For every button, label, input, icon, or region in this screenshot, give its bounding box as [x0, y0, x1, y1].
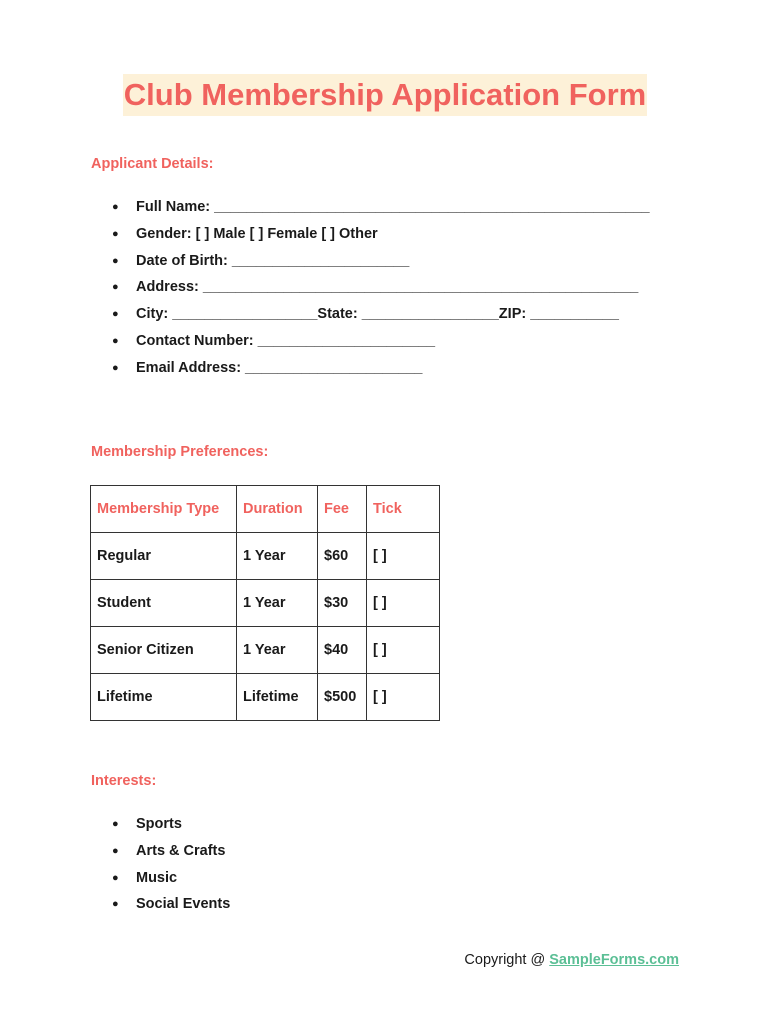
address-field[interactable]: ● Address: ______________________________________________________	[136, 274, 650, 301]
duration-cell: 1 Year	[237, 533, 318, 580]
column-header-tick: Tick	[367, 486, 440, 533]
column-header-fee: Fee	[318, 486, 367, 533]
duration-cell: Lifetime	[237, 674, 318, 721]
duration-cell: 1 Year	[237, 627, 318, 674]
tick-checkbox[interactable]: [ ]	[367, 580, 440, 627]
membership-type-cell: Lifetime	[91, 674, 237, 721]
fee-cell: $30	[318, 580, 367, 627]
table-row	[91, 674, 440, 721]
membership-preferences-heading: Membership Preferences:	[91, 444, 269, 460]
table-header-row	[91, 486, 440, 533]
sampleforms-link[interactable]: SampleForms.com	[549, 952, 679, 968]
column-header-duration: Duration	[237, 486, 318, 533]
applicant-details-list	[136, 194, 650, 382]
table-row	[91, 627, 440, 674]
applicant-details-heading: Applicant Details:	[91, 156, 214, 172]
fee-cell: $60	[318, 533, 367, 580]
interest-item-sports[interactable]: ● Sports	[136, 811, 230, 838]
column-header-membership-type: Membership Type	[91, 486, 237, 533]
date-of-birth-field[interactable]: ● Date of Birth: ______________________	[136, 248, 650, 275]
membership-table	[90, 485, 440, 721]
title-container	[0, 74, 770, 116]
interest-item-arts-crafts[interactable]: ● Arts & Crafts	[136, 838, 230, 865]
interest-item-social-events[interactable]: ● Social Events	[136, 891, 230, 918]
copyright-text: Copyright @	[464, 952, 550, 968]
table-row	[91, 533, 440, 580]
interest-item-music[interactable]: ● Music	[136, 865, 230, 892]
copyright-footer	[464, 952, 679, 968]
membership-type-cell: Senior Citizen	[91, 627, 237, 674]
membership-type-cell: Regular	[91, 533, 237, 580]
fee-cell: $40	[318, 627, 367, 674]
interests-list	[136, 811, 230, 918]
tick-checkbox[interactable]: [ ]	[367, 627, 440, 674]
page-title: Club Membership Application Form	[123, 74, 647, 116]
membership-type-cell: Student	[91, 580, 237, 627]
fee-cell: $500	[318, 674, 367, 721]
city-state-zip-field[interactable]: ● City: __________________State: _________________ZIP: ___________	[136, 301, 650, 328]
contact-number-field[interactable]: ● Contact Number: ______________________	[136, 328, 650, 355]
interests-heading: Interests:	[91, 773, 157, 789]
email-address-field[interactable]: ● Email Address: ______________________	[136, 355, 650, 382]
tick-checkbox[interactable]: [ ]	[367, 674, 440, 721]
gender-field[interactable]: ● Gender: [ ] Male [ ] Female [ ] Other	[136, 221, 650, 248]
full-name-field[interactable]: ● Full Name: ______________________________________________________	[136, 194, 650, 221]
tick-checkbox[interactable]: [ ]	[367, 533, 440, 580]
duration-cell: 1 Year	[237, 580, 318, 627]
table-row	[91, 580, 440, 627]
